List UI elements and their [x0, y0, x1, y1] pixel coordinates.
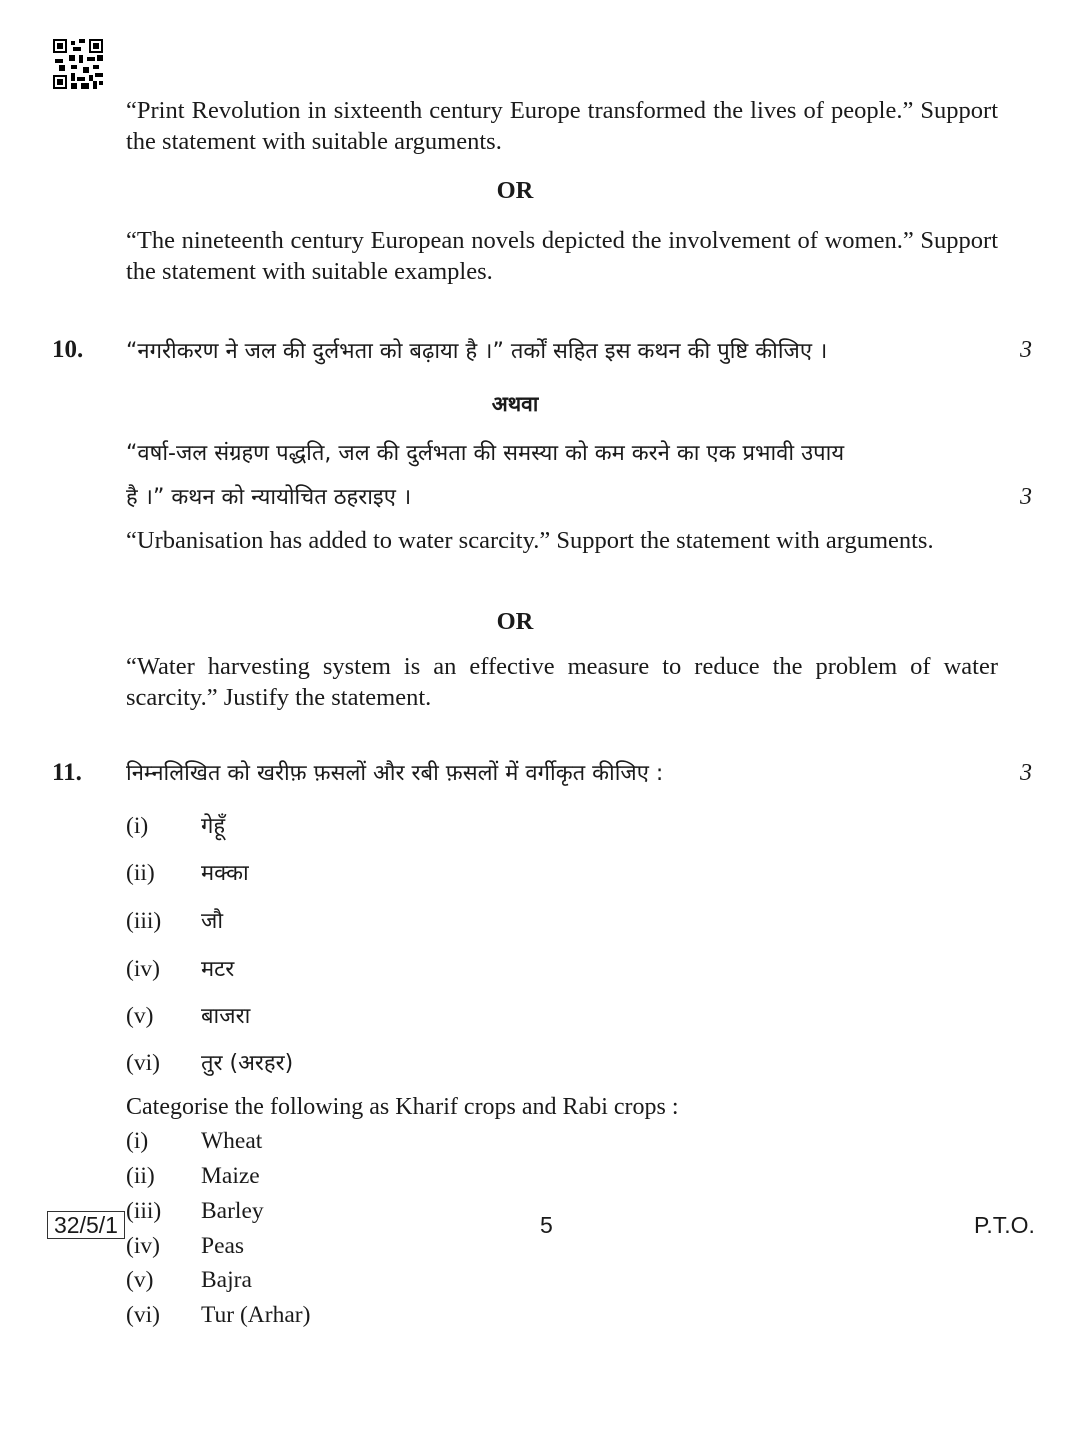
q11-english-item [126, 1267, 252, 1294]
item-roman: (iv) [126, 1233, 160, 1259]
q10-marks: 3 [1020, 337, 1032, 363]
q11-english-item [126, 1128, 262, 1155]
q11-hindi-item [126, 857, 249, 887]
qr-code-icon [53, 39, 103, 89]
q11-marks: 3 [1020, 760, 1032, 786]
q10-hindi-alt-line2: है ।” कथन को न्यायोचित ठहराइए । [126, 485, 412, 510]
q11-hindi-item [126, 1000, 250, 1030]
item-roman: (ii) [126, 1163, 155, 1189]
item-text: जौ [201, 909, 224, 934]
item-text: Peas [201, 1233, 245, 1259]
q10-hindi-or-label: अथवा [491, 392, 539, 416]
q11-english-item [126, 1198, 264, 1225]
item-roman: (ii) [126, 860, 155, 886]
item-roman: (vi) [126, 1302, 160, 1328]
item-roman: (vi) [126, 1050, 160, 1076]
q9-english-alt-text: “The nineteenth century European novels depicted the involvement of women.” Support the statement with suitable examples. [126, 227, 998, 285]
page-number: 5 [540, 1212, 553, 1238]
item-text: Wheat [201, 1128, 263, 1154]
item-roman: (iv) [126, 956, 160, 982]
item-roman: (iii) [126, 1198, 162, 1224]
item-text: Tur (Arhar) [201, 1302, 311, 1328]
q11-english-item [126, 1163, 260, 1190]
q10-english-text: “Urbanisation has added to water scarcity.” Support the statement with arguments. [126, 527, 934, 554]
item-text: तुर (अरहर) [201, 1051, 294, 1076]
item-text: मटर [201, 957, 235, 982]
q10-hindi-alt-line1: “वर्षा-जल संग्रहण पद्धति, जल की दुर्लभता की समस्या को कम करने का एक प्रभावी उपाय [126, 441, 845, 466]
q11-hindi-item [126, 905, 223, 935]
q10-number: 10. [52, 336, 84, 363]
q9-english-text: “Print Revolution in sixteenth century Europe transformed the lives of people.” Support the statement with suitable arguments. [126, 97, 998, 155]
q11-hindi-item [126, 953, 234, 983]
item-roman: (v) [126, 1003, 154, 1029]
item-text: बाजरा [201, 1004, 251, 1029]
q9-or-label: OR [496, 177, 534, 204]
item-roman: (i) [126, 813, 149, 839]
q10-marks-alt: 3 [1020, 484, 1032, 510]
item-roman: (v) [126, 1267, 154, 1293]
paper-code: 32/5/1 [47, 1211, 125, 1239]
q11-hindi-text: निम्नलिखित को खरीफ़ फ़सलों और रबी फ़सलों में वर्गीकृत कीजिए : [126, 761, 664, 786]
q11-english-item [126, 1302, 310, 1329]
item-text: गेहूँ [201, 814, 226, 839]
q11-english-item [126, 1233, 244, 1260]
item-text: Bajra [201, 1267, 252, 1293]
q11-english-text: Categorise the following as Kharif crops and Rabi crops : [126, 1094, 679, 1120]
item-roman: (i) [126, 1128, 149, 1154]
q11-hindi-item [126, 810, 225, 840]
item-text: Barley [201, 1198, 264, 1224]
item-text: Maize [201, 1163, 260, 1189]
item-text: मक्का [201, 861, 249, 886]
q10-or-label: OR [496, 608, 534, 635]
q10-english-alt-text: “Water harvesting system is an effective measure to reduce the problem of water scarcity.” Justify the statement. [126, 653, 998, 711]
item-roman: (iii) [126, 908, 162, 934]
q11-hindi-item [126, 1047, 293, 1077]
pto-label: P.T.O. [974, 1212, 1035, 1238]
q10-hindi-text: “नगरीकरण ने जल की दुर्लभता को बढ़ाया है ।” तर्कों सहित इस कथन की पुष्टि कीजिए । [126, 339, 828, 364]
q11-number: 11. [52, 759, 82, 786]
